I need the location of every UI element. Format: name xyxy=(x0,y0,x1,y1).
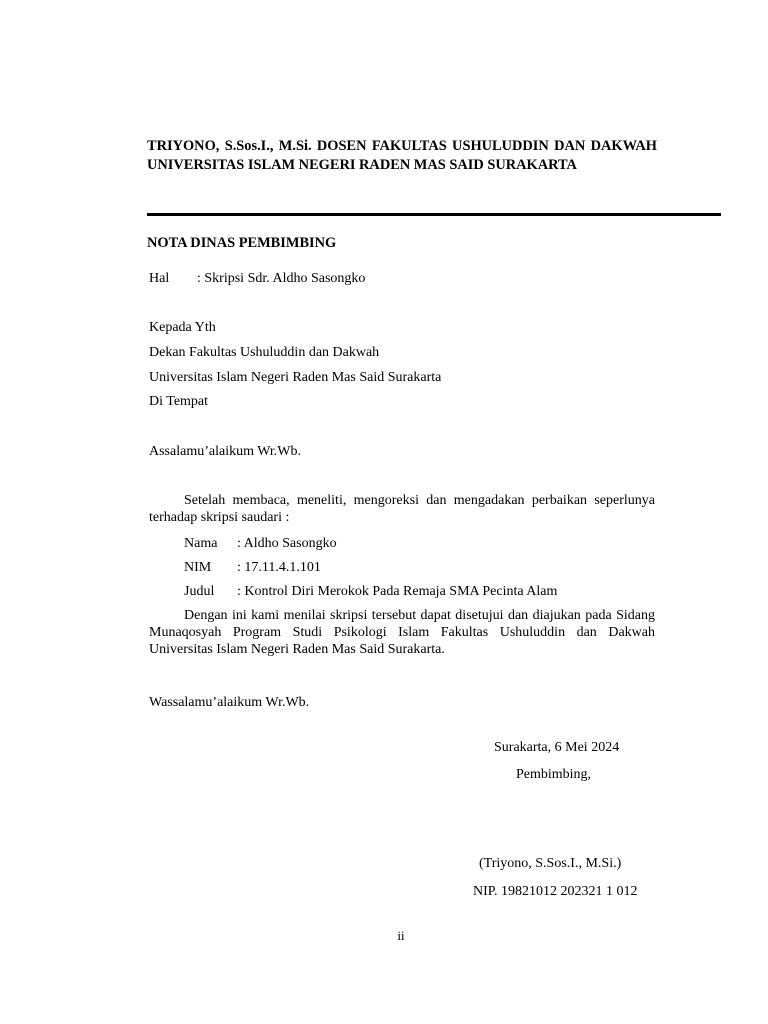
field-value-nama: : Aldho Sasongko xyxy=(237,536,337,551)
field-value-judul: : Kontrol Diri Merokok Pada Remaja SMA Pecinta Alam xyxy=(237,584,558,599)
opening-greeting: Assalamu’alaikum Wr.Wb. xyxy=(149,444,301,459)
signature-name: (Triyono, S.Sos.I., M.Si.) xyxy=(479,856,622,871)
subject-value: : Skripsi Sdr. Aldho Sasongko xyxy=(197,271,366,286)
recipient-line-4: Di Tempat xyxy=(149,394,209,409)
field-label-nim: NIM xyxy=(184,560,212,575)
field-label-judul: Judul xyxy=(184,584,215,599)
letterhead-divider xyxy=(147,213,721,216)
recipient-line-2: Dekan Fakultas Ushuluddin dan Dakwah xyxy=(149,345,380,360)
closing-greeting: Wassalamu’alaikum Wr.Wb. xyxy=(149,695,310,710)
recipient-line-3: Universitas Islam Negeri Raden Mas Said Surakarta xyxy=(149,370,442,385)
recipient-line-1: Kepada Yth xyxy=(149,320,216,335)
letterhead-title: TRIYONO, S.Sos.I., M.Si. DOSEN FAKULTAS USHULUDDIN DAN DAKWAH UNIVERSITAS ISLAM NEGERI RADEN MAS SAID SURAKARTA xyxy=(147,138,657,173)
subject-label: Hal xyxy=(149,271,170,286)
intro-paragraph: Setelah membaca, meneliti, mengoreksi dan mengadakan perbaikan seperlunya terhadap skripsi saudari : xyxy=(149,493,655,525)
signature-place-date: Surakarta, 6 Mei 2024 xyxy=(494,740,620,755)
field-value-nim: : 17.11.4.1.101 xyxy=(237,560,321,575)
field-label-nama: Nama xyxy=(184,536,218,551)
signature-role: Pembimbing, xyxy=(516,767,592,782)
page-number: ii xyxy=(397,928,405,943)
signature-nip: NIP. 19821012 202321 1 012 xyxy=(473,884,638,899)
document-title: NOTA DINAS PEMBIMBING xyxy=(147,235,337,251)
body-paragraph: Dengan ini kami menilai skripsi tersebut dapat disetujui dan diajukan pada Sidang Munaqosyah Program Studi Psikologi Islam Fakultas Ushuluddin dan Dakwah Universitas Islam Negeri Raden Mas Said Surakarta. xyxy=(149,608,655,657)
